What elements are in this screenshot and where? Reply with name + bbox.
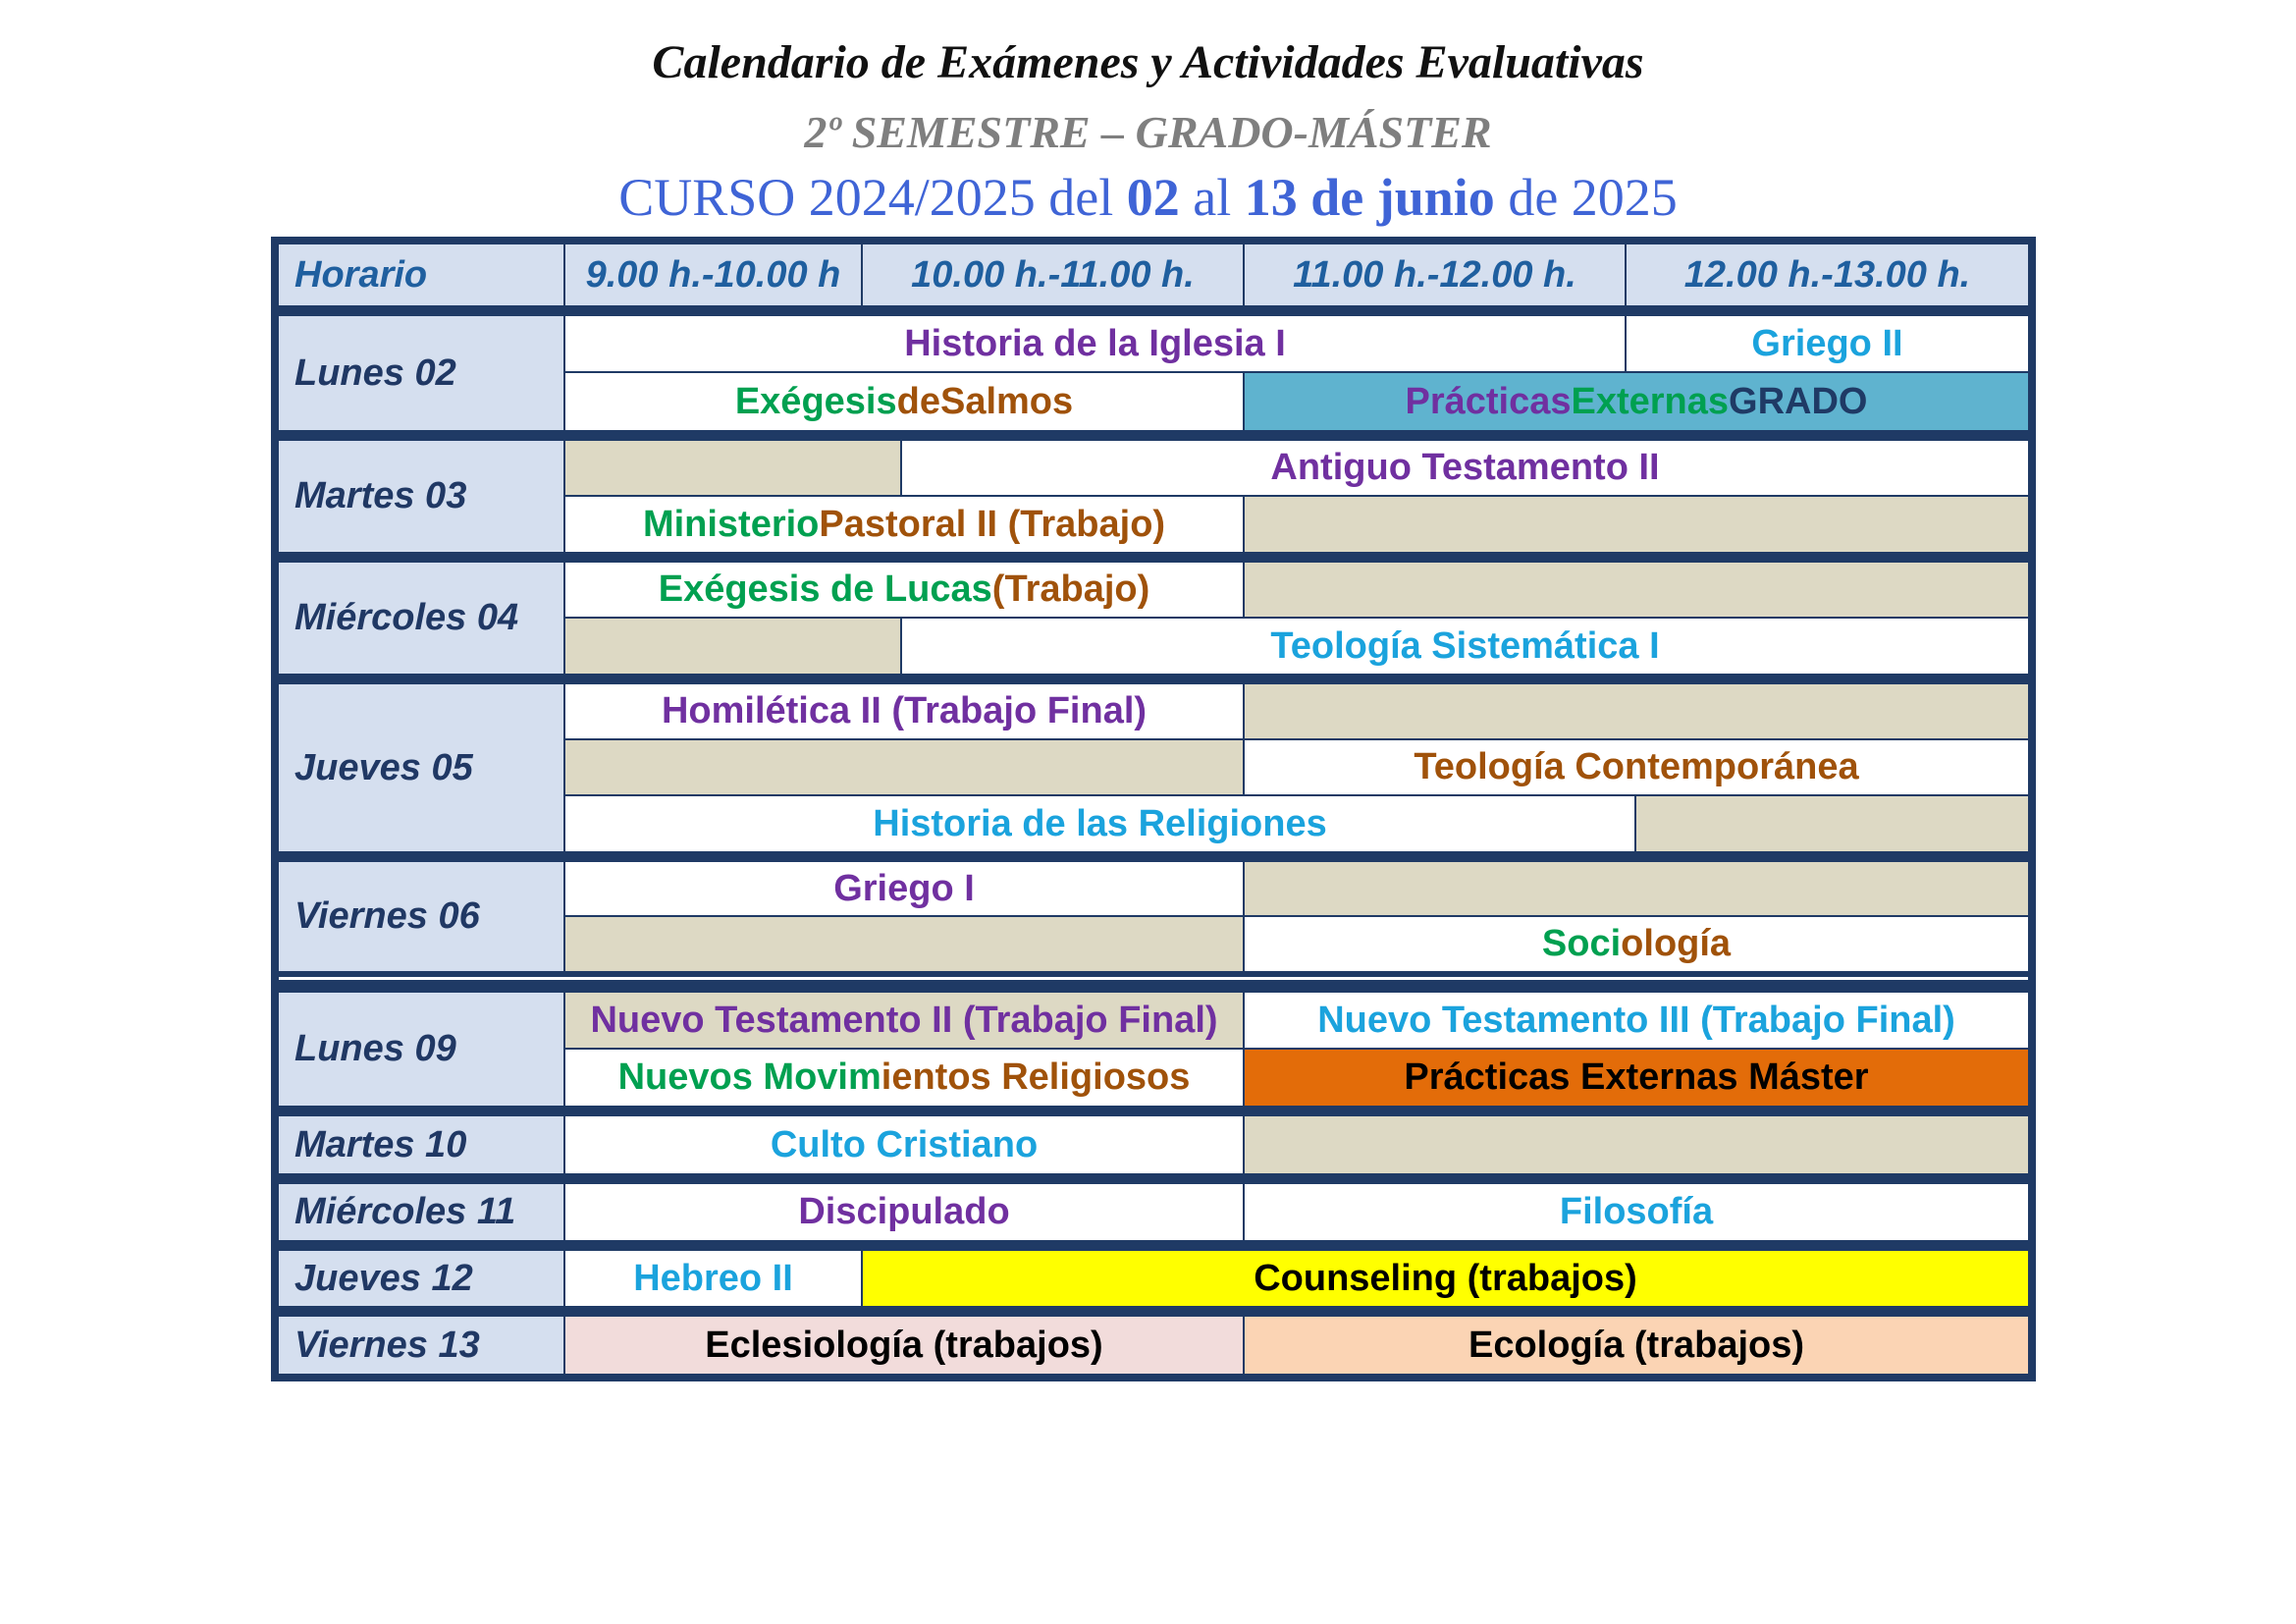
exam-slot: Nuevo Testamento II (Trabajo Final) <box>565 993 1243 1048</box>
course-year: de 2025 <box>1494 168 1678 227</box>
exam-slot <box>565 1050 1243 1106</box>
exam-slot: Counseling (trabajos) <box>863 1251 2028 1306</box>
page-title: Calendario de Exámenes y Actividades Evaluativas <box>652 36 1644 88</box>
day-label: Martes 10 <box>279 1116 563 1173</box>
entry-text-part: Exégesis de Lucas <box>658 568 992 610</box>
course-middle: al <box>1179 168 1245 227</box>
start-date: 02 <box>1126 168 1180 227</box>
exam-slot: Eclesiología (trabajos) <box>565 1317 1243 1374</box>
empty-slot <box>1245 563 2028 617</box>
column-header-horario: Horario <box>279 244 563 305</box>
exam-slot: Historia de la Iglesia I <box>565 316 1625 371</box>
entry-text-part: Externas <box>1571 380 1730 422</box>
exam-slot: Filosofía <box>1245 1184 2028 1240</box>
empty-slot <box>565 917 1243 971</box>
exam-slot: Griego II <box>1627 316 2028 371</box>
empty-slot <box>565 441 900 495</box>
day-label: Miércoles 04 <box>279 563 563 674</box>
empty-slot <box>1245 684 2028 738</box>
entry-text-part: Exégesis <box>734 380 897 422</box>
exam-slot: Historia de las Religiones <box>565 796 1634 851</box>
column-header-slot-4: 12.00 h.-13.00 h. <box>1627 244 2028 305</box>
entry-text-part: Prácticas <box>1405 380 1572 422</box>
exam-slot: Homilética II (Trabajo Final) <box>565 684 1243 738</box>
exam-slot: Griego I <box>565 862 1243 915</box>
exam-slot <box>565 373 1243 430</box>
empty-slot <box>1636 796 2028 851</box>
day-label: Miércoles 11 <box>279 1184 563 1240</box>
page-subtitle: 2º SEMESTRE – GRADO-MÁSTER <box>804 107 1492 157</box>
day-label: Viernes 13 <box>279 1317 563 1374</box>
empty-slot <box>1245 862 2028 915</box>
entry-text-part: GRADO <box>1729 380 1868 422</box>
empty-slot <box>565 619 900 674</box>
exam-slot: Ecología (trabajos) <box>1245 1317 2028 1374</box>
exam-slot <box>565 563 1243 617</box>
entry-text-part: Soci <box>1541 923 1622 964</box>
exam-slot: Discipulado <box>565 1184 1243 1240</box>
column-header-slot-2: 10.00 h.-11.00 h. <box>863 244 1243 305</box>
exam-slot: Antiguo Testamento II <box>902 441 2028 495</box>
end-date: 13 de junio <box>1244 168 1495 227</box>
exam-slot: Culto Cristiano <box>565 1116 1243 1173</box>
entry-text-part: (Trabajo) <box>991 568 1150 610</box>
day-label: Jueves 05 <box>279 684 563 851</box>
day-label: Lunes 09 <box>279 993 563 1106</box>
course-dates <box>0 167 2296 228</box>
day-label: Martes 03 <box>279 441 563 552</box>
entry-text-part: ología <box>1621 923 1732 964</box>
column-header-slot-1: 9.00 h.-10.00 h <box>565 244 861 305</box>
exam-slot <box>1245 373 2028 430</box>
exam-slot: Hebreo II <box>565 1251 861 1306</box>
day-label: Jueves 12 <box>279 1251 563 1306</box>
empty-slot <box>565 740 1243 794</box>
entry-text-part: Pastoral II (Trabajo) <box>819 503 1166 545</box>
entry-text-part: de <box>896 380 940 422</box>
entry-text-part: Ministerio <box>642 503 820 545</box>
entry-text-part: ientos Religiosos <box>881 1056 1191 1098</box>
week-separator <box>279 977 2028 980</box>
exam-slot: Prácticas Externas Máster <box>1245 1050 2028 1106</box>
day-label: Lunes 02 <box>279 316 563 430</box>
empty-slot <box>1245 497 2028 552</box>
entry-text-part: Nuevos Movim <box>617 1056 881 1098</box>
column-header-slot-3: 11.00 h.-12.00 h. <box>1245 244 1625 305</box>
course-prefix: CURSO 2024/2025 del <box>618 168 1127 227</box>
exam-slot: Teología Contemporánea <box>1245 740 2028 794</box>
exam-slot <box>565 497 1243 552</box>
exam-slot <box>1245 917 2028 971</box>
empty-slot <box>1245 1116 2028 1173</box>
entry-text-part: Salmos <box>939 380 1074 422</box>
exam-slot: Nuevo Testamento III (Trabajo Final) <box>1245 993 2028 1048</box>
day-label: Viernes 06 <box>279 862 563 971</box>
exam-slot: Teología Sistemática I <box>902 619 2028 674</box>
